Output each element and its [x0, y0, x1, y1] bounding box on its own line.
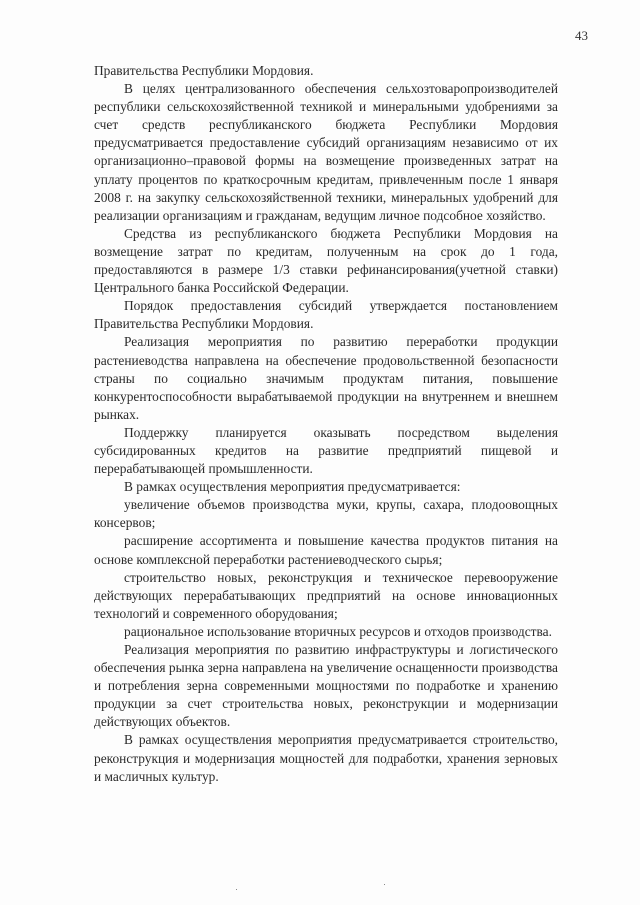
- paragraph-4: Порядок предоставления субсидий утверждается постановлением Правительства Республики Мордовия.: [94, 298, 558, 332]
- scan-speck: [384, 884, 385, 885]
- list-item-4: рациональное использование вторичных ресурсов и отходов производства.: [124, 623, 552, 639]
- paragraph-2: В целях централизованного обеспечения сельхозтоваропроизводителей республики сельскохозяйственной техникой и минеральными удобрениями за счет средств республиканского бюджета Республики Мордовия предусматривается предоставление субсидий организациям независимо от их организационно–правовой формы на возмещение произведенных затрат на уплату процентов по краткосрочным кредитам, привлеченным после 1 января 2008 г. на закупку сельскохозяйственной техники, минеральных удобрений для реализации организациям и гражданам, ведущим личное подсобное хозяйство.: [94, 81, 558, 223]
- page-number: 43: [575, 28, 588, 43]
- scan-speck: [236, 889, 237, 890]
- paragraph-7: В рамках осуществления мероприятия предусматривается:: [124, 479, 461, 495]
- list-item-2: расширение ассортимента и повышение качества продуктов питания на основе комплексной переработки растениеводческого сырья;: [94, 533, 558, 567]
- list-item-1: увеличение объемов производства муки, крупы, сахара, плодоовощных консервов;: [94, 497, 558, 531]
- paragraph-6: Поддержку планируется оказывать посредством выделения субсидированных кредитов на развитие предприятий пищевой и перерабатывающей промышленности.: [94, 424, 558, 477]
- document-body: [94, 62, 558, 786]
- list-item-3: строительство новых, реконструкция и техническое перевооружение действующих перерабатывающих предприятий на основе инновационных технологий и современного оборудования;: [94, 569, 558, 621]
- paragraph-5: Реализация мероприятия по развитию переработки продукции растениеводства направлена на обеспечение продовольственной безопасности страны по социально значимым продуктам питания, повышение конкурентоспособности вырабатываемой продукции на внутреннем и внешнем рынках.: [94, 334, 558, 422]
- paragraph-9: В рамках осуществления мероприятия предусматривается строительство, реконструкция и модернизация мощностей для подработки, хранения зерновых и масличных культур.: [94, 732, 558, 784]
- paragraph-3: Средства из республиканского бюджета Республики Мордовия на возмещение затрат по кредитам, полученным на срок до 1 года, предоставляются в размере 1/3 ставки рефинансирования(учетной ставки) Центрального банка Российской Федерации.: [94, 225, 558, 296]
- paragraph-8: Реализация мероприятия по развитию инфраструктуры и логистического обеспечения рынка зерна направлена на увеличение оснащенности производства и потребления зерна современными мощностями по подработке и хранению продукции за счет строительства новых, реконструкции и модернизации действующих объектов.: [94, 642, 558, 730]
- paragraph-1: Правительства Республики Мордовия.: [94, 63, 314, 78]
